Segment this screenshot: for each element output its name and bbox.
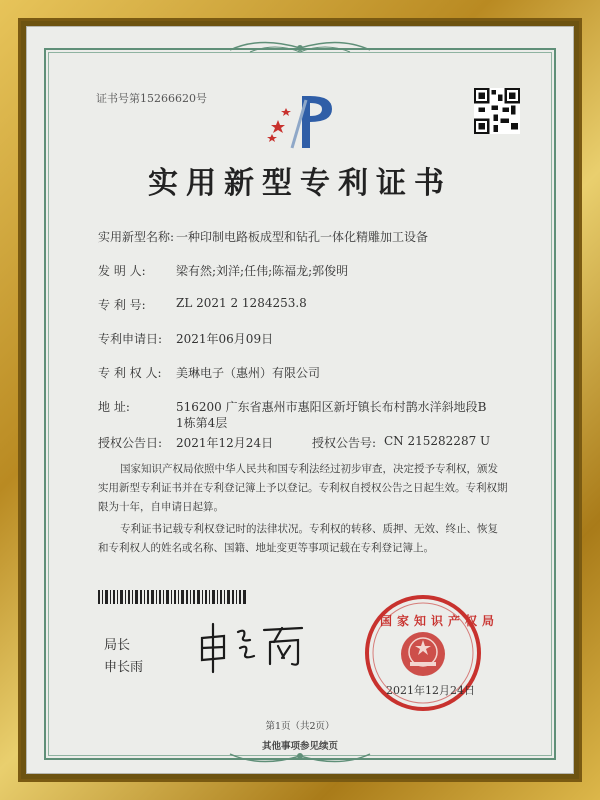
- patent-no-label: 专 利 号:: [98, 298, 146, 312]
- address-line2: 1栋第4层: [176, 416, 228, 430]
- page-indicator: 第1页（共2页）: [265, 721, 335, 732]
- paragraph-grant: 国家知识产权局依照中华人民共和国专利法经过初步审查，决定授予专利权，颁发实用新型专利证书并在专利登记簿上予以登记。专利权自授权公告之日起生效。专利权期限为十年，自申请日起算。: [98, 463, 508, 513]
- utility-model-name-label: 实用新型名称:: [98, 230, 175, 244]
- certificate-number: 证书号第15266620号: [96, 92, 207, 105]
- grant-date-label: 授权公告日:: [98, 436, 163, 450]
- inventor-label: 发 明 人:: [98, 264, 146, 278]
- grant-no: CN 215282287 U: [384, 434, 491, 448]
- address-line1: 516200 广东省惠州市惠阳区新圩镇长布村鹊水洋斜地段B: [176, 400, 487, 414]
- director-title: 局长: [104, 638, 131, 653]
- filing-date: 2021年06月09日: [176, 332, 274, 346]
- director-name: 申长雨: [104, 660, 144, 675]
- patentee: 美琳电子（惠州）有限公司: [176, 366, 321, 380]
- top-ornament-icon: [220, 36, 380, 60]
- qr-code-icon: [474, 88, 520, 134]
- cnipa-logo-icon: [262, 92, 352, 150]
- patent-no: ZL 2021 2 1284253.8: [176, 296, 307, 310]
- filing-date-label: 专利申请日:: [98, 332, 163, 346]
- seal-date: 2021年12月24日: [386, 684, 475, 697]
- grant-date: 2021年12月24日: [176, 436, 274, 450]
- inventor: 梁有然;刘洋;任伟;陈福龙;郭俊明: [176, 264, 349, 278]
- certificate-title: 实用新型专利证书: [148, 166, 452, 201]
- patentee-label: 专 利 权 人:: [98, 366, 162, 380]
- paragraph-legal-status: 专利证书记载专利权登记时的法律状况。专利权的转移、质押、无效、终止、恢复和专利权人的姓名或名称、国籍、地址变更等事项记载在专利登记簿上。: [98, 523, 498, 554]
- grant-no-label: 授权公告号:: [312, 436, 377, 450]
- footer-note: 其他事项参见续页: [261, 741, 338, 752]
- signature-icon: [194, 618, 314, 674]
- utility-model-name: 一种印制电路板成型和钻孔一体化精雕加工设备: [176, 230, 429, 244]
- seal-text: 国家知识产权局: [380, 614, 500, 628]
- address-label: 地 址:: [98, 400, 130, 414]
- barcode-icon: [98, 590, 248, 604]
